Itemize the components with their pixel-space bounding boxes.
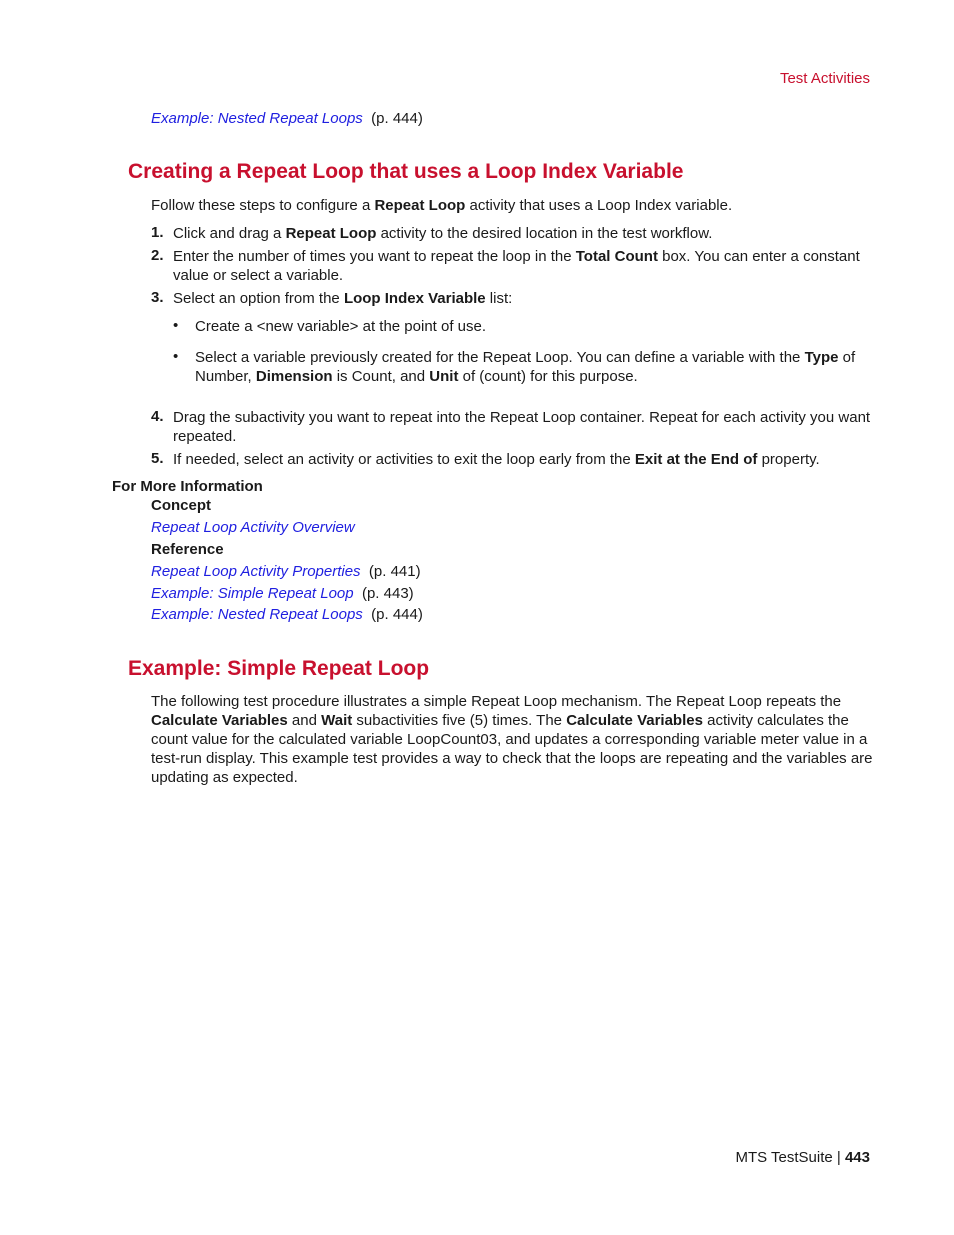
running-header: Test Activities [779, 70, 870, 87]
link-nested-repeat-loops[interactable]: Example: Nested Repeat Loops [151, 606, 363, 623]
text: subactivities five (5) times. The [352, 712, 567, 729]
step-number: 3. [151, 289, 164, 306]
step-4: Drag the subactivity you want to repeat into the Repeat Loop container. Repeat for each activity you want repeated. [173, 409, 871, 445]
page-ref: (p. 443) [361, 585, 414, 602]
text: Enter the number of times you want to repeat the loop in the [173, 248, 576, 265]
concept-link-row [151, 519, 355, 536]
link-simple-repeat-loop[interactable]: Example: Simple Repeat Loop [151, 585, 354, 602]
text: and [287, 712, 322, 729]
text: activity that uses a Loop Index variable. [465, 197, 733, 214]
top-reference [151, 110, 423, 127]
text: The following test procedure illustrates a simple Repeat Loop mechanism. The Repeat Loop repeats the [151, 693, 842, 710]
bold-text: Calculate Variables [566, 712, 703, 729]
example-paragraph [151, 692, 875, 787]
section-title-simple-repeat-loop: Example: Simple Repeat Loop [128, 657, 430, 680]
step-3 [173, 289, 873, 308]
step-1 [173, 224, 873, 243]
bullet-icon: • [173, 348, 179, 365]
bold-text: Loop Index Variable [343, 290, 486, 307]
text: If needed, select an activity or activities to exit the loop early from the [173, 451, 635, 468]
text: of (count) for this purpose. [458, 368, 638, 385]
bullet-item: Create a <new variable> at the point of use. [195, 318, 487, 335]
step-2 [173, 247, 873, 285]
page-ref: (p. 444) [371, 606, 423, 623]
text: list: [485, 290, 513, 307]
text: Select a variable previously created for the Repeat Loop. You can define a variable with the [195, 349, 805, 366]
page-number: 443 [844, 1149, 870, 1166]
bold-text: Total Count [575, 248, 658, 265]
step-number: 5. [151, 450, 164, 467]
text: is Count, and [332, 368, 430, 385]
reference-link-row [151, 585, 414, 602]
reference-link-row [151, 606, 423, 623]
text: activity to the desired location in the test workflow. [376, 225, 713, 242]
text: activity calculates the count value for the calculated variable LoopCount03, and updates a corresponding variable meter value in a test-run display. This example test provides a way to check that the loops are repeating and the variables are updating as expected. [151, 712, 873, 786]
text: box. You can enter a constant value or select a variable. [173, 248, 860, 284]
reference-label: Reference [151, 541, 224, 558]
text: Select an option from the [173, 290, 344, 307]
text: of Number, [195, 349, 856, 385]
bold-text: Wait [321, 712, 353, 729]
page-ref: (p. 444) [371, 110, 423, 127]
text: Follow these steps to configure a [151, 197, 375, 214]
bold-text: Unit [429, 368, 459, 385]
page-footer [735, 1149, 870, 1166]
product-name: MTS TestSuite | [735, 1149, 845, 1166]
bold-text: Calculate Variables [151, 712, 288, 729]
link-repeat-loop-overview[interactable]: Repeat Loop Activity Overview [151, 519, 355, 536]
text: property. [757, 451, 820, 468]
step-number: 4. [151, 408, 164, 425]
bullet-icon: • [173, 317, 179, 334]
bold-text: Type [804, 349, 839, 366]
bullet-item [195, 348, 873, 386]
bold-text: Exit at the End of [634, 451, 758, 468]
step-number: 2. [151, 247, 164, 264]
text: Click and drag a [173, 225, 286, 242]
page-ref: (p. 441) [368, 563, 421, 580]
link-repeat-loop-properties[interactable]: Repeat Loop Activity Properties [151, 563, 361, 580]
step-5 [173, 450, 873, 469]
more-info-heading: For More Information [112, 478, 263, 495]
reference-link-row [151, 563, 421, 580]
bold-text: Dimension [255, 368, 333, 385]
section-title-loop-index: Creating a Repeat Loop that uses a Loop Index Variable [128, 160, 684, 183]
concept-label: Concept [151, 497, 211, 514]
bold-text: Repeat Loop [374, 197, 466, 214]
link-nested-repeat-loops[interactable]: Example: Nested Repeat Loops [151, 110, 363, 127]
bold-text: Repeat Loop [285, 225, 377, 242]
intro-paragraph [151, 196, 873, 215]
step-number: 1. [151, 224, 164, 241]
